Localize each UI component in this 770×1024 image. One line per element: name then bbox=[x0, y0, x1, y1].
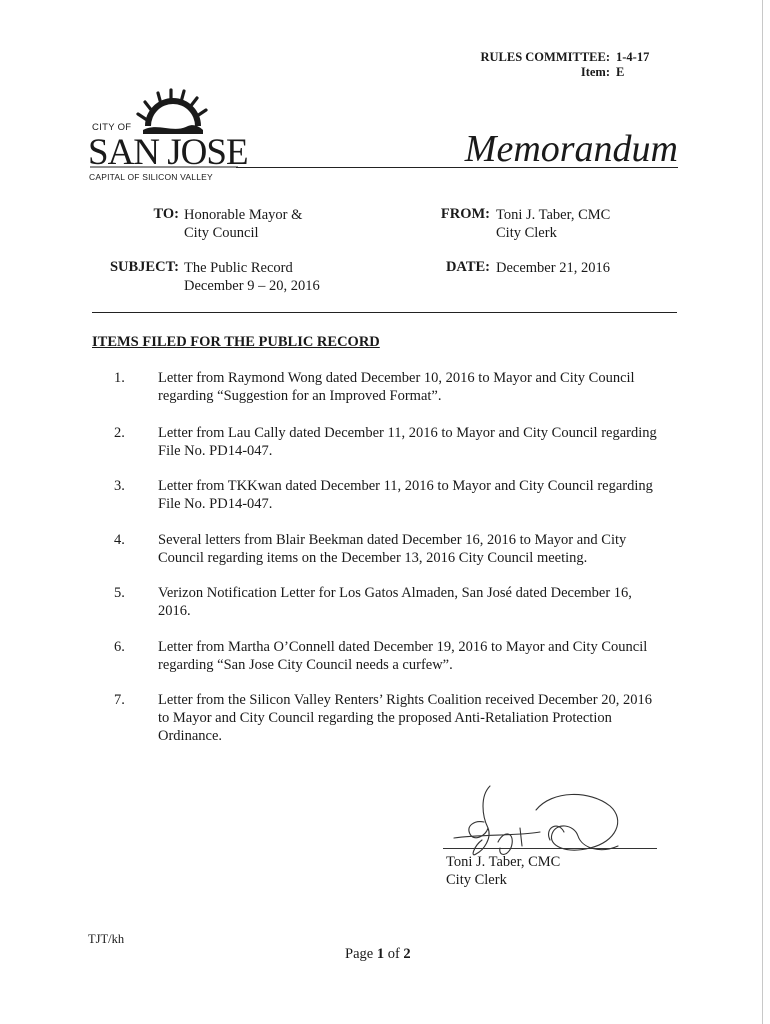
item-value: E bbox=[616, 65, 625, 79]
committee-reference bbox=[480, 50, 652, 80]
section-heading: ITEMS FILED FOR THE PUBLIC RECORD bbox=[92, 334, 380, 350]
item-label: Item: bbox=[580, 65, 610, 79]
typist-initials: TJT/kh bbox=[88, 932, 125, 946]
from-label: FROM: bbox=[440, 206, 490, 222]
memo-title: Memorandum bbox=[464, 128, 678, 170]
to-line-2: City Council bbox=[184, 225, 259, 241]
item-text bbox=[158, 477, 688, 513]
item-line: to Mayor and City Council regarding the proposed Anti-Retaliation Protection bbox=[158, 710, 612, 726]
item-line: regarding “San Jose City Council needs a curfew”. bbox=[158, 657, 453, 673]
logo-city-name: SAN JOSE bbox=[88, 132, 248, 173]
item-number: 6. bbox=[114, 639, 125, 655]
item-line: File No. PD14-047. bbox=[158, 443, 273, 459]
page-of: of bbox=[387, 946, 400, 962]
item-line: Ordinance. bbox=[158, 728, 223, 744]
date-value: December 21, 2016 bbox=[496, 260, 610, 276]
to-label: TO: bbox=[153, 206, 179, 222]
item-line: Letter from TKKwan dated December 11, 2016 to Mayor and City Council regarding bbox=[158, 478, 653, 494]
subject-value bbox=[184, 259, 320, 295]
item-text bbox=[158, 369, 688, 405]
item-number: 4. bbox=[114, 532, 125, 548]
item-line: Council regarding items on the December 13, 2016 City Council meeting. bbox=[158, 550, 588, 566]
page-prefix: Page bbox=[345, 946, 374, 962]
logo-tagline: CAPITAL OF SILICON VALLEY bbox=[89, 172, 213, 182]
section-rule bbox=[92, 312, 677, 313]
scan-edge bbox=[762, 0, 763, 1024]
to-line-1: Honorable Mayor & bbox=[184, 207, 303, 223]
item-number: 2. bbox=[114, 425, 125, 441]
item-line: Letter from the Silicon Valley Renters’ Rights Coalition received December 20, 2016 bbox=[158, 692, 652, 708]
page-number bbox=[345, 946, 411, 963]
item-text bbox=[158, 584, 688, 620]
subject-label: SUBJECT: bbox=[109, 259, 179, 275]
item-text bbox=[158, 638, 688, 674]
page-total: 2 bbox=[403, 946, 411, 962]
item-line: File No. PD14-047. bbox=[158, 496, 273, 512]
signatory-title: City Clerk bbox=[446, 872, 507, 888]
from-line-1: Toni J. Taber, CMC bbox=[496, 207, 611, 223]
item-text bbox=[158, 691, 688, 745]
signature-line bbox=[443, 848, 657, 849]
page-current: 1 bbox=[376, 946, 385, 962]
item-line: Verizon Notification Letter for Los Gatos Almaden, San José dated December 16, bbox=[158, 585, 632, 601]
signatory-name: Toni J. Taber, CMC bbox=[446, 854, 561, 870]
committee-label: RULES COMMITTEE: bbox=[480, 50, 610, 64]
item-line: 2016. bbox=[158, 603, 191, 619]
sun-emblem-icon bbox=[138, 90, 206, 134]
item-line: regarding “Suggestion for an Improved Format”. bbox=[158, 388, 442, 404]
header-rule bbox=[236, 167, 678, 168]
logo-city-of: CITY OF bbox=[92, 122, 132, 133]
item-number: 5. bbox=[114, 585, 125, 601]
item-number: 7. bbox=[114, 692, 125, 708]
item-number: 1. bbox=[114, 370, 125, 386]
item-line: Letter from Raymond Wong dated December 10, 2016 to Mayor and City Council bbox=[158, 370, 635, 386]
item-text bbox=[158, 424, 688, 460]
committee-date: 1-4-17 bbox=[616, 50, 650, 64]
item-line: Letter from Lau Cally dated December 11, 2016 to Mayor and City Council regarding bbox=[158, 425, 657, 441]
from-value bbox=[496, 206, 610, 242]
item-line: Several letters from Blair Beekman dated December 16, 2016 to Mayor and City bbox=[158, 532, 627, 548]
item-line: Letter from Martha O’Connell dated December 19, 2016 to Mayor and City Council bbox=[158, 639, 648, 655]
date-label: DATE: bbox=[445, 259, 490, 275]
item-number: 3. bbox=[114, 478, 125, 494]
subject-line-1: The Public Record bbox=[184, 260, 293, 276]
from-line-2: City Clerk bbox=[496, 225, 557, 241]
item-text bbox=[158, 531, 688, 567]
subject-line-2: December 9 – 20, 2016 bbox=[184, 278, 320, 294]
to-value bbox=[184, 206, 302, 242]
